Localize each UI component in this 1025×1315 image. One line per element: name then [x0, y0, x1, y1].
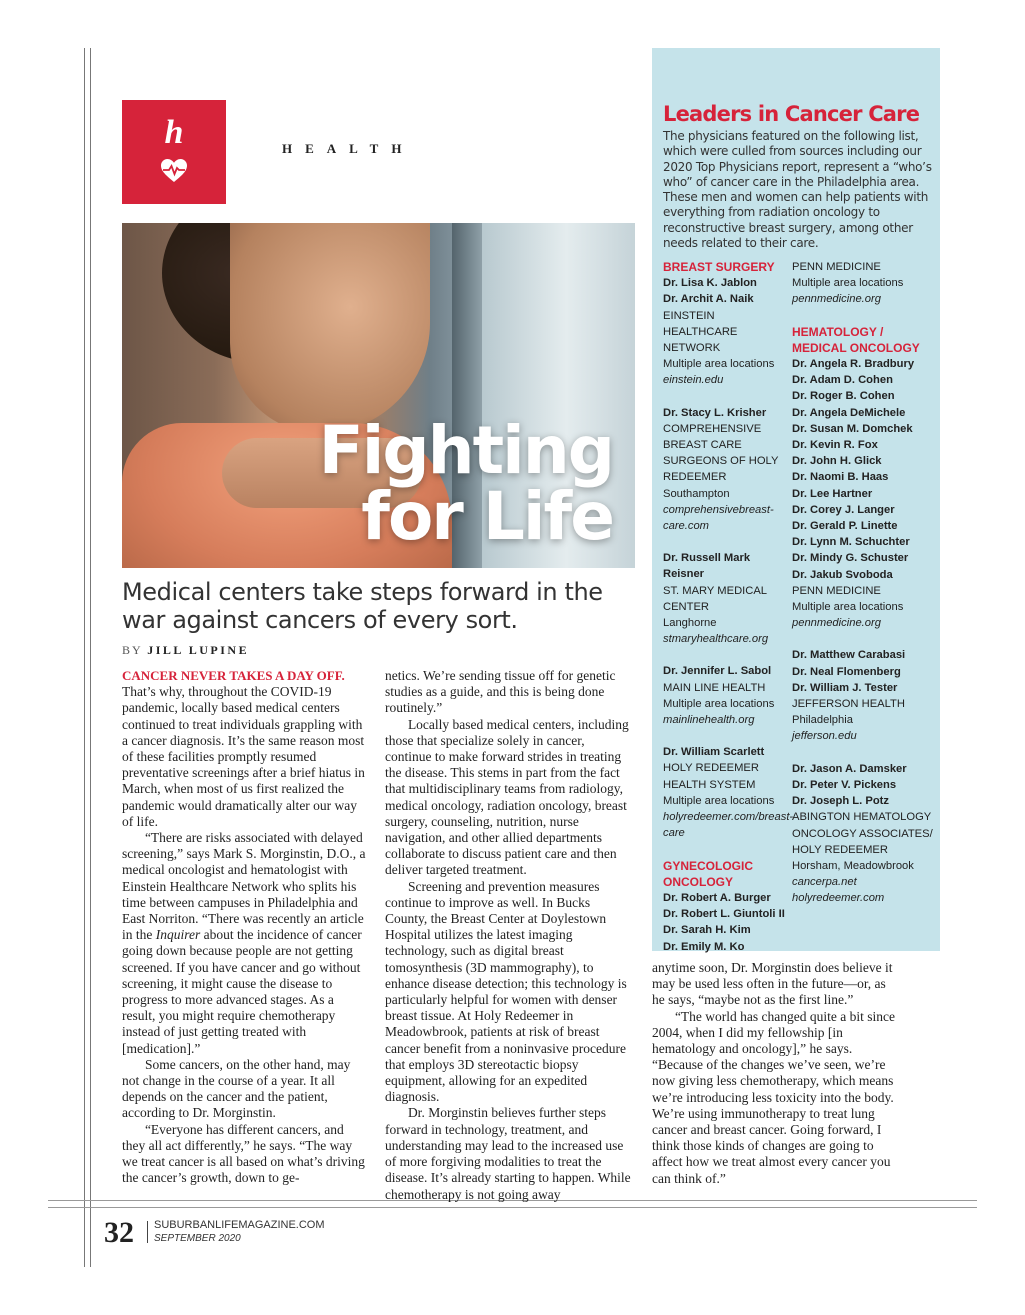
list-spacer: [663, 534, 785, 550]
article-column-1: [122, 668, 368, 1187]
practice-location: Southampton: [663, 487, 730, 500]
physician-name: Dr. Mindy G. Schuster: [792, 552, 909, 565]
physician-name: Dr. Angela R. Bradbury: [792, 358, 915, 371]
page-rule-left-inner: [90, 48, 91, 1267]
practice-name: EINSTEIN HEALTHCARE NETWORK: [663, 309, 738, 355]
practice-location: Multiple area locations: [792, 601, 904, 614]
specialty-heading: GYNECOLOGIC ONCOLOGY: [663, 858, 754, 889]
article-deck: Medical centers take steps forward in the war against cancers of every sort.: [122, 578, 603, 634]
practice-name: ABINGTON HEMATOLOGY ONCOLOGY ASSOCIATES/ HOLY REDEEMER: [792, 811, 933, 856]
physician-name: Dr. Sarah H. Kim: [663, 924, 751, 937]
article-paragraph: “Everyone has different cancers, and they all act differently,” he says. “The way we treat cancer is all based on what’s driving the cancer’s growth, down to ge-: [122, 1121, 365, 1186]
article-paragraph: [122, 830, 368, 1057]
practice-website: pennmedicine.org: [792, 617, 881, 630]
practice-website: holyredeemer.com: [792, 892, 885, 905]
heart-pulse-icon: [160, 158, 188, 184]
physician-name: Dr. Emily M. Ko: [663, 940, 745, 953]
practice-location: Multiple area locations: [663, 794, 775, 807]
physician-name: Dr. Lynn M. Schuchter: [792, 536, 910, 549]
specialty-heading: HEMATOLOGY / MEDICAL ONCOLOGY: [792, 324, 920, 355]
hero-photo: [122, 223, 635, 568]
physician-name: Dr. Jason A. Damsker: [792, 762, 907, 775]
list-spacer: [792, 745, 937, 761]
article-paragraph: netics. We’re sending tissue off for genetic studies as a guide, and this is being done routinely.”: [385, 668, 616, 716]
practice-name: ST. MARY MEDICAL CENTER: [663, 584, 767, 613]
practice-name: COMPREHENSIVE BREAST CARE SURGEONS OF HOLY REDEEMER: [663, 422, 779, 484]
article-paragraph: Dr. Morginstin believes further steps forward in technology, treatment, and understanding may lead to the increased use of more forgiving modalities to treat the disease. It’s already starting to happen. While chemotherapy is not going away: [385, 1105, 631, 1202]
article-paragraph: “The world has changed quite a bit since 2004, when I did my fellowship [in hematology and oncology],” he says. “Because of the changes we’ve seen, we’re now giving less chemotherapy, which means we’re introducing less toxicity into the body. We’re using immunotherapy to treat lung cancer and breast cancer. Going forward, I think those kinds of changes are going to affect how we treat almost every cancer you can think of.”: [652, 1008, 895, 1186]
physician-name: Dr. William Scarlett: [663, 746, 765, 759]
sidebar-title: Leaders in Cancer Care: [663, 102, 920, 126]
physician-name: Dr. Jakub Svoboda: [792, 568, 893, 581]
article-column-2: [385, 668, 631, 1203]
practice-location: Horsham, Meadowbrook: [792, 859, 914, 872]
article-lead-in: CANCER NEVER TAKES A DAY OFF.: [122, 668, 345, 683]
article-text: That’s why, throughout the COVID-19 pandemic, locally based medical centers continued to treat individuals grappling with a cancer diagnosis. It’s the same reason most of these facilities promptly resumed preventative screenings after a brief hiatus in March, when most of us first realized the pandemic would dramatically alter our way of life.: [122, 684, 365, 829]
byline-prefix: BY: [122, 643, 143, 657]
article-column-3: [652, 960, 900, 1187]
byline: [122, 643, 249, 658]
article-paragraph: Some cancers, on the other hand, may not change in the course of a year. It all depends on the cancer and the patient, according to Dr. Morginstin.: [122, 1056, 351, 1121]
list-spacer: [663, 389, 785, 405]
sidebar-intro: The physicians featured on the following list, which were culled from sources including our 2020 Top Physicians report, represent a “who’s who” of cancer care in the Philadelphia area. These men and women can help patients with everything from radiation oncology to reconstructive breast surgery, among other needs related to their care.: [663, 129, 932, 251]
footer-rule-bottom: [48, 1207, 977, 1208]
article-title-line2: for Life: [361, 478, 613, 555]
physician-name: Dr. Robert A. Burger: [663, 891, 771, 904]
physician-name: Dr. Naomi B. Haas: [792, 471, 889, 484]
byline-author: JILL LUPINE: [147, 643, 250, 657]
physician-name: Dr. Robert L. Giuntoli II: [663, 908, 785, 921]
physician-name: Dr. Peter V. Pickens: [792, 778, 897, 791]
practice-website: pennmedicine.org: [792, 293, 881, 306]
list-spacer: [663, 647, 785, 663]
practice-name: PENN MEDICINE: [792, 261, 881, 273]
article-text: about the incidence of cancer going down because people are not getting screened. If you have cancer and go without screening, it might cause the disease to progress to more advanced stages. As a result, you might require chemotherapy instead of just getting treated with [medication].”: [122, 927, 362, 1056]
practice-name: MAIN LINE HEALTH: [663, 681, 766, 694]
article-text: “There are risks associated with delayed screening,” says Mark S. Morginstin, D.O., a medical oncologist and hematologist with Einstein Healthcare Network who splits his time between campuses in Philadelphia and East Norriton. “There was recently an article in the: [122, 830, 366, 943]
physician-name: Dr. Jennifer L. Sabol: [663, 665, 772, 678]
footer-site: SUBURBANLIFEMAGAZINE.COM: [154, 1219, 325, 1231]
physician-name: Dr. Stacy L. Krisher: [663, 406, 767, 419]
physician-name: Dr. Russell Mark Reisner: [663, 552, 751, 581]
practice-website: cancerpa.net: [792, 876, 857, 889]
list-spacer: [663, 728, 785, 744]
physician-name: Dr. Gerald P. Linette: [792, 520, 898, 533]
practice-website: jefferson.edu: [792, 730, 857, 743]
practice-location: Philadelphia: [792, 714, 853, 727]
article-paragraph: Screening and prevention measures continue to improve as well. In Bucks County, the Breast Center at Doylestown Hospital utilizes the latest imaging technology, such as digital breast tomosynthesis (3D mammography), to enhance disease detection; this technology is particularly helpful for women with denser breast tissue. At Holy Redeemer in Meadowbrook, patients at risk of breast cancer benefit from a noninvasive procedure that employs 3D stereotactic biopsy equipment, allowing for an expedited diagnosis.: [385, 878, 627, 1105]
page-number: 32: [104, 1216, 134, 1249]
physician-name: Dr. Roger B. Cohen: [792, 390, 895, 403]
sidebar-list-column-2: [792, 259, 937, 907]
practice-name: JEFFERSON HEALTH: [792, 698, 905, 711]
folio-divider: [147, 1221, 148, 1243]
article-title-line1: Fighting: [318, 412, 613, 489]
physician-name: Dr. Lee Hartner: [792, 487, 873, 500]
article-paragraph: [122, 668, 368, 830]
practice-location: Multiple area locations: [663, 358, 775, 371]
physician-name: Dr. Matthew Carabasi: [792, 649, 906, 662]
physician-name: Dr. John H. Glick: [792, 455, 882, 468]
article-title: [318, 412, 613, 555]
article-paragraph: anytime soon, Dr. Morginstin does believe it may be used less often in the future—or, as he says, “maybe not as the first line.”: [652, 960, 893, 1008]
article-paragraph: Locally based medical centers, including those that specialize solely in cancer, continue to make forward strides in treating the disease. This stems in part from the fact that multidisciplinary teams from radiology, medical oncology, radiation oncology, breast surgery, counseling, nutrition, nurse navigation, and other allied departments collaborate to discuss patient care and then deliver targeted treatment.: [385, 716, 629, 878]
footer-date: SEPTEMBER 2020: [154, 1233, 241, 1244]
practice-website: mainlinehealth.org: [663, 714, 755, 727]
physician-name: Dr. Susan M. Domchek: [792, 422, 913, 435]
practice-name: PENN MEDICINE: [792, 584, 881, 597]
physician-name: Dr. Kevin R. Fox: [792, 439, 878, 452]
list-spacer: [663, 842, 785, 858]
physician-name: Dr. Corey J. Langer: [792, 503, 895, 516]
practice-website: stmaryhealthcare.org: [663, 633, 769, 646]
physician-name: Dr. Angela DeMichele: [792, 406, 906, 419]
sidebar-list-column-1: [663, 259, 794, 955]
sidebar-leaders: [652, 48, 940, 951]
physician-name: Dr. Neal Flomenberg: [792, 665, 901, 678]
physician-name: Dr. Adam D. Cohen: [792, 374, 893, 387]
list-spacer: [792, 308, 937, 324]
section-icon-letter: h: [164, 114, 184, 151]
practice-location: Multiple area locations: [792, 277, 904, 290]
section-label: HEALTH: [282, 141, 415, 156]
physician-name: Dr. Joseph L. Potz: [792, 795, 889, 808]
page-rule-left-outer: [84, 48, 85, 1267]
list-spacer: [792, 631, 937, 647]
practice-location: Multiple area locations: [663, 697, 775, 710]
practice-website: comprehensivebreast-care.com: [663, 503, 774, 533]
practice-location: Langhorne: [663, 617, 717, 630]
physician-name: Dr. Archit A. Naik: [663, 293, 754, 306]
practice-website: holyredeemer.com/breast-care: [663, 811, 794, 840]
specialty-heading: BREAST SURGERY: [663, 260, 775, 274]
photo-face: [230, 223, 430, 433]
physician-name: Dr. Lisa K. Jablon: [663, 277, 757, 290]
practice-website: einstein.edu: [663, 374, 724, 387]
health-section-icon: [122, 100, 226, 204]
publication-name: Inquirer: [155, 927, 201, 943]
physician-name: Dr. William J. Tester: [792, 681, 898, 694]
practice-name: HOLY REDEEMER HEALTH SYSTEM: [663, 762, 759, 791]
